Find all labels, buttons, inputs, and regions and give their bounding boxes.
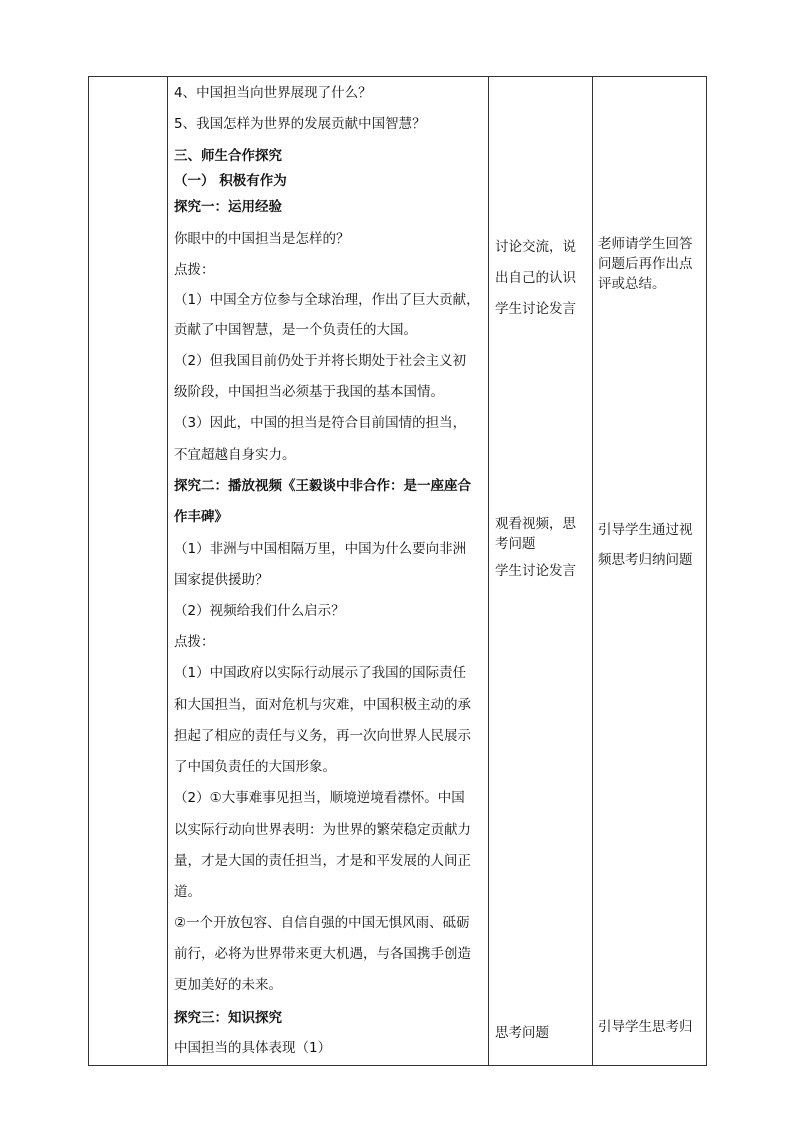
explore-1-point-2: 级阶段，中国担当必须基于我国的基本国情。 (174, 384, 444, 400)
explore-2-question-1: （1）非洲与中国相隔万里，中国为什么要向非洲 (174, 541, 467, 557)
table-right-border (706, 76, 707, 1066)
question-5: 5、我国怎样为世界的发展贡献中国智慧？ (174, 116, 426, 132)
explore-1-title: 探究一：运用经验 (174, 199, 282, 215)
explore-2-title: 探究二：播放视频《王毅谈中非合作：是一座座合 (174, 478, 471, 494)
subsection-heading: （一） 积极有作为 (174, 173, 287, 189)
table-bottom-border (88, 1065, 707, 1066)
student-activity-2: 学生讨论发言 (495, 563, 576, 579)
explore-2-answer-2: 量，才是大国的责任担当，才是和平发展的人间正 (174, 853, 471, 869)
explore-3-line: 中国担当的具体表现（1） (174, 1040, 332, 1056)
student-activity-3: 思考问题 (495, 1025, 549, 1041)
explore-2-answer-1: 担起了相应的责任与义务，再一次向世界人民展示 (174, 728, 471, 744)
design-intent-3: 引导学生思考归 (598, 1019, 693, 1035)
explore-2-answer-2: 道。 (174, 884, 201, 900)
hint-label: 点拨： (174, 634, 215, 650)
student-activity-1: 学生讨论发言 (495, 301, 576, 317)
student-activity-2: 考问题 (495, 536, 536, 552)
explore-2-answer-1: （1）中国政府以实际行动展示了我国的国际责任 (174, 665, 467, 681)
explore-2-answer-1: 了中国负责任的大国形象。 (174, 759, 336, 775)
explore-3-title: 探究三：知识探究 (174, 1010, 282, 1026)
explore-2-answer-1: 和大国担当，面对危机与灾难，中国积极主动的承 (174, 697, 471, 713)
table-top-border (88, 76, 707, 77)
explore-1-point-1: （1）中国全方位参与全球治理，作出了巨大贡献， (174, 292, 480, 308)
design-intent-2: 频思考归纳问题 (598, 552, 693, 568)
explore-1-point-3: （3）因此，中国的担当是符合目前国情的担当， (174, 415, 467, 431)
table-col-divider-2 (488, 76, 489, 1066)
design-intent-1: 老师请学生回答 (598, 236, 693, 252)
explore-1-point-2: （2）但我国目前仍处于并将长期处于社会主义初 (174, 353, 467, 369)
explore-1-question: 你眼中的中国担当是怎样的？ (174, 231, 350, 247)
explore-1-point-3: 不宜超越自身实力。 (174, 447, 296, 463)
explore-1-point-1: 贡献了中国智慧，是一个负责任的大国。 (174, 322, 417, 338)
explore-2-answer-2: 以实际行动向世界表明：为世界的繁荣稳定贡献力 (174, 822, 471, 838)
explore-2-title: 作丰碑》 (174, 509, 228, 525)
table-col-divider-3 (592, 76, 593, 1066)
explore-2-question-1: 国家提供援助？ (174, 572, 269, 588)
question-4: 4、中国担当向世界展现了什么？ (174, 85, 372, 101)
design-intent-2: 引导学生通过视 (598, 522, 693, 538)
design-intent-1: 问题后再作出点 (598, 256, 693, 272)
explore-2-question-2: （2）视频给我们什么启示？ (174, 603, 345, 619)
section-heading: 三、师生合作探究 (174, 148, 282, 164)
student-activity-2: 观看视频，思 (495, 516, 576, 532)
student-activity-1: 出自己的认识 (495, 270, 576, 286)
explore-2-answer-3: ②一个开放包容、自信自强的中国无惧风雨、砥砺 (174, 915, 470, 931)
explore-2-answer-2: （2）①大事难事见担当，顺境逆境看襟怀。中国 (174, 790, 465, 806)
explore-2-answer-3: 前行，必将为世界带来更大机遇，与各国携手创造 (174, 946, 471, 962)
table-left-border (88, 76, 89, 1066)
design-intent-1: 评或总结。 (598, 276, 666, 292)
hint-label: 点拨： (174, 262, 215, 278)
table-col-divider-1 (167, 76, 168, 1066)
explore-2-answer-3: 更加美好的未来。 (174, 977, 282, 993)
student-activity-1: 讨论交流，说 (495, 239, 576, 255)
